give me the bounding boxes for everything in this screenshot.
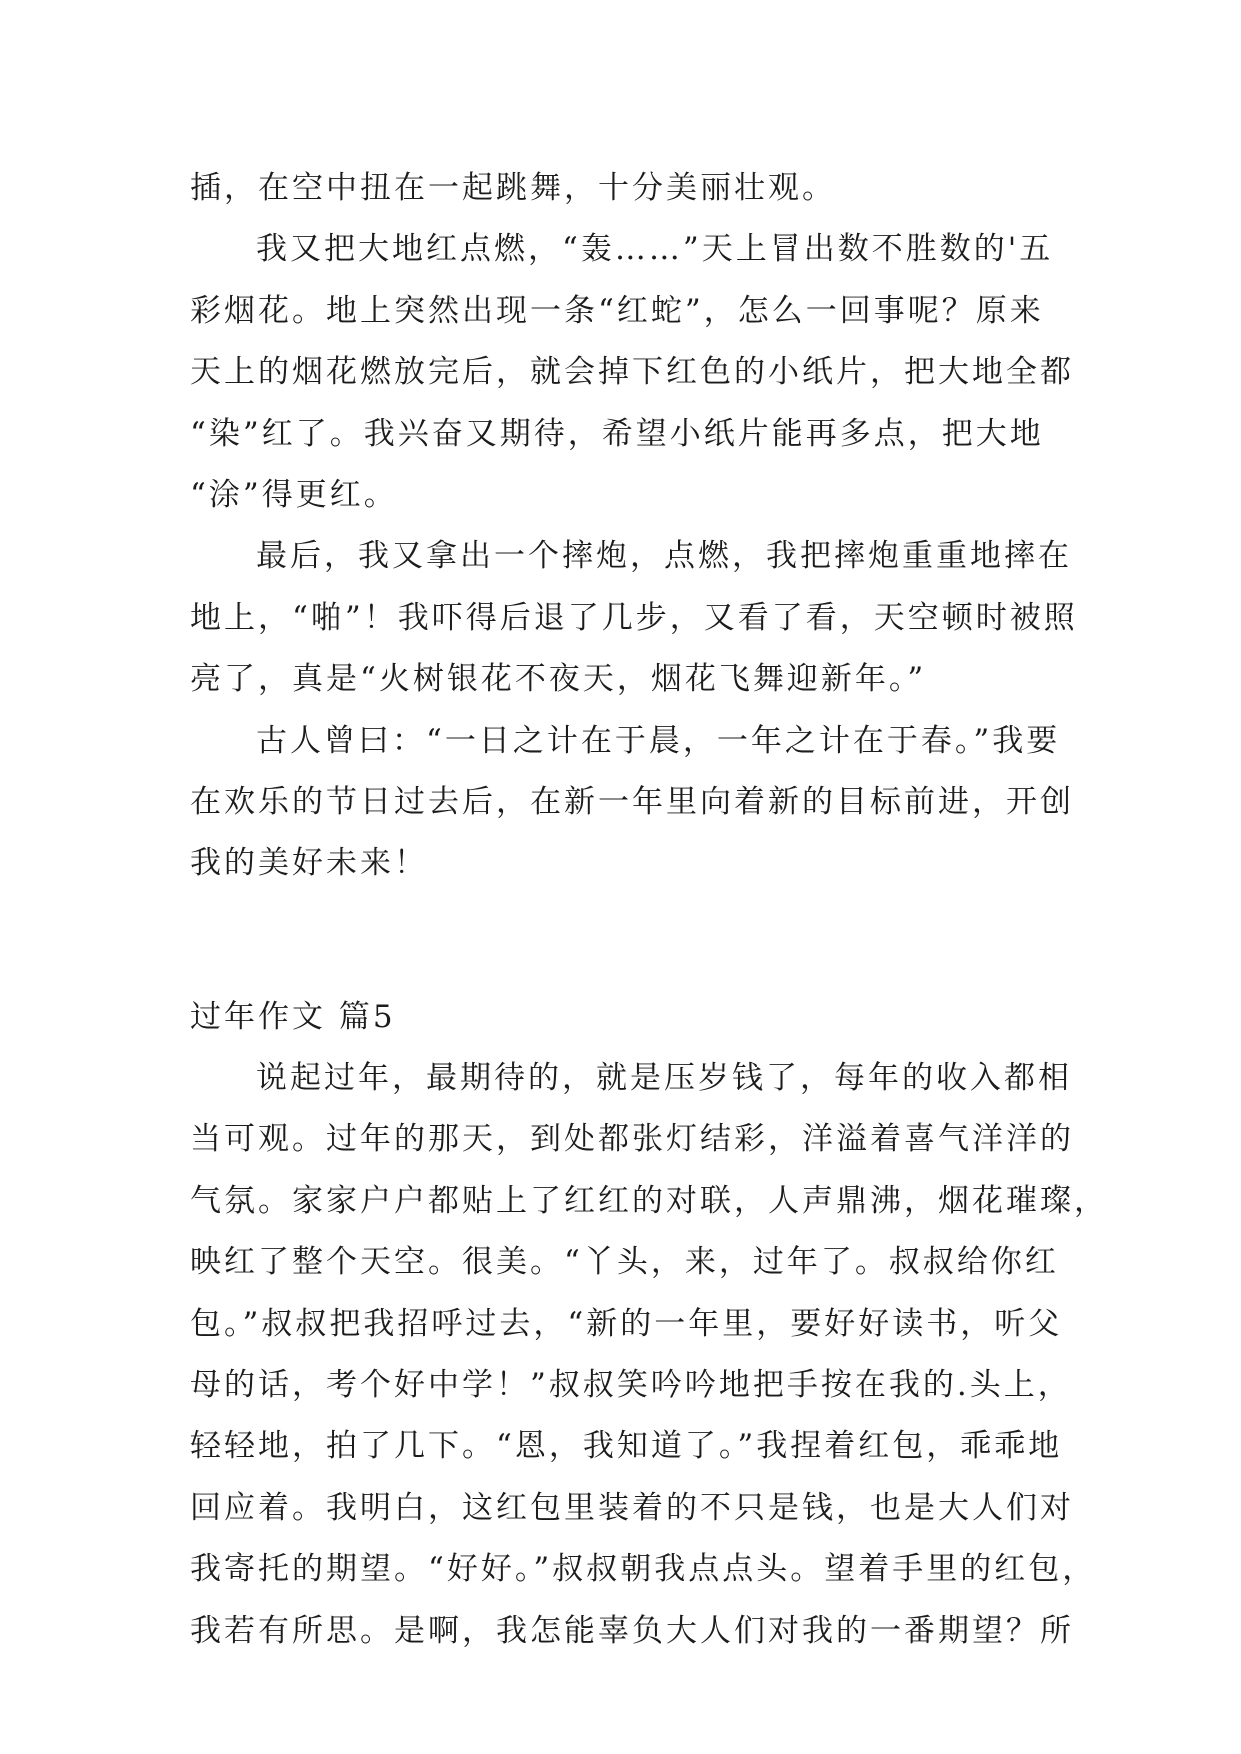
text-line: 母的话，考个好中学！”叔叔笑吟吟地把手按在我的.头上，: [190, 1367, 1072, 1404]
text-line: 地上，“啪”！我吓得后退了几步，又看了看，天空顿时被照: [190, 599, 1078, 636]
paragraph: [190, 711, 1074, 895]
text-line: 气氛。家家户户都贴上了红红的对联，人声鼎沸，烟花璀璨，: [190, 1182, 1108, 1219]
text-line: 古人曾曰：“一日之计在于晨，一年之计在于春。”我要: [256, 722, 1061, 759]
text-line: 当可观。过年的那天，到处都张灯结彩，洋溢着喜气洋洋的: [190, 1121, 1074, 1158]
text-line: 天上的烟花燃放完后，就会掉下红色的小纸片，把大地全都: [190, 354, 1074, 391]
text-line: 我又把大地红点燃，“轰……”天上冒出数不胜数的'五: [256, 231, 1054, 268]
text-line: 映红了整个天空。很美。“丫头，来，过年了。叔叔给你红: [190, 1244, 1059, 1281]
text-line: 彩烟花。地上突然出现一条“红蛇”，怎么一回事呢？原来: [190, 292, 1044, 329]
text-line: “染”红了。我兴奋又期待，希望小纸片能再多点，把大地: [190, 415, 1044, 452]
text-line: 回应着。我明白，这红包里装着的不只是钱，也是大人们对: [190, 1489, 1074, 1526]
text-line: 我的美好未来！: [190, 845, 428, 882]
text-line: 说起过年，最期待的，就是压岁钱了，每年的收入都相: [256, 1060, 1072, 1097]
text-line: 最后，我又拿出一个摔炮，点燃，我把摔炮重重地摔在: [256, 538, 1072, 575]
section-2: [190, 987, 1108, 1662]
paragraph: [190, 219, 1074, 526]
text-line: 包。”叔叔把我招呼过去，“新的一年里，要好好读书，听父: [190, 1305, 1063, 1342]
text-line: “涂”得更红。: [190, 476, 398, 513]
section-1: [190, 158, 1078, 895]
section-heading: 过年作文 篇5: [190, 998, 396, 1035]
text-line: 在欢乐的节日过去后，在新一年里向着新的目标前进，开创: [190, 783, 1074, 820]
text-line: 亮了，真是“火树银花不夜天，烟花飞舞迎新年。”: [190, 661, 927, 698]
document-body: [190, 158, 1108, 1662]
section-gap: [190, 895, 1050, 987]
paragraph: [190, 526, 1078, 710]
paragraph: [190, 1048, 1108, 1662]
text-line: 插，在空中扭在一起跳舞，十分美丽壮观。: [190, 170, 836, 206]
text-line: 我若有所思。是啊，我怎能辜负大人们对我的一番期望？所: [190, 1612, 1074, 1649]
text-line: 我寄托的期望。“好好。”叔叔朝我点点头。望着手里的红包，: [190, 1551, 1097, 1588]
text-line: 轻轻地，拍了几下。“恩，我知道了。”我捏着红包，乖乖地: [190, 1428, 1063, 1465]
paragraph: [190, 158, 1050, 219]
